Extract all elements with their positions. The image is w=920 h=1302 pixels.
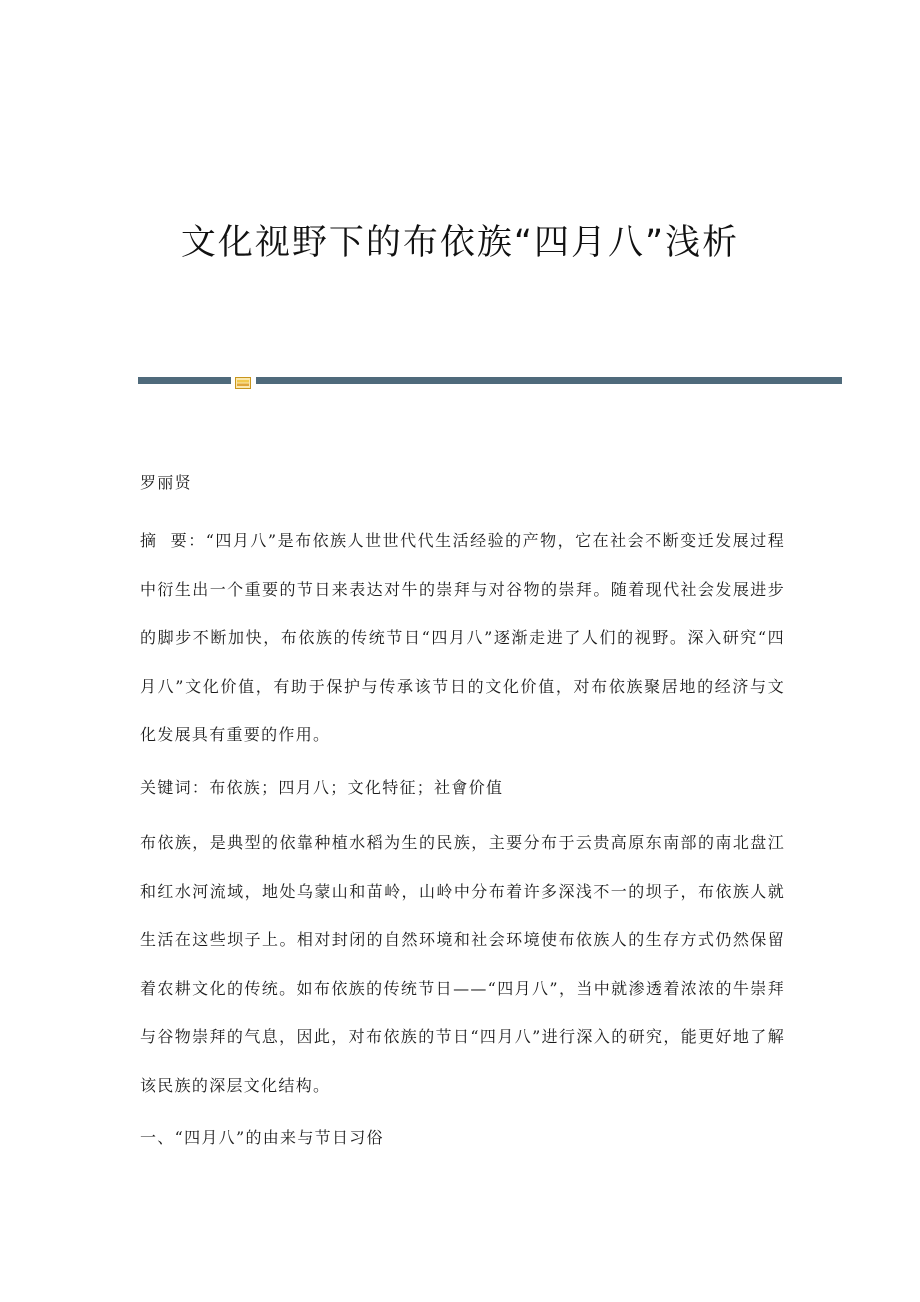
intro-paragraph: 布依族，是典型的依靠种植水稻为生的民族，主要分布于云贵高原东南部的南北盘江和红水河流域，地处乌蒙山和苗岭，山岭中分布着许多深浅不一的坝子，布依族人就生活在这些坝子上。相对封闭的自然环境和社会环境使布依族人的生存方式仍然保留着农耕文化的传统。如布依族的传统节日——“四月八”，当中就渗透着浓浓的牛崇拜与谷物崇拜的气息，因此，对布依族的节日“四月八”进行深入的研究，能更好地了解该民族的深层文化结构。	[140, 832, 785, 1095]
divider-bar-right	[256, 377, 842, 384]
abstract-paragraph	[140, 517, 785, 760]
abstract-label: 摘 要：	[140, 531, 206, 550]
author-name: 罗丽贤	[140, 473, 192, 492]
keywords-label: 关键词：	[140, 777, 210, 797]
pencil-icon	[235, 374, 251, 386]
keywords-line	[140, 773, 785, 802]
document-body	[140, 468, 785, 1175]
document-title: 文化视野下的布依族“四月八”浅析	[180, 223, 740, 263]
keywords-text: 布依族；四月八；文化特征；社會价值	[209, 777, 504, 797]
abstract-text: “四月八”是布依族人世世代代生活经验的产物，它在社会不断变迁发展过程中衍生出一个重要的节日来表达对牛的崇拜与对谷物的崇拜。随着现代社会发展进步的脚步不断加快，布依族的传统节日“四月八”逐渐走进了人们的视野。深入研究“四月八”文化价值，有助于保护与传承该节日的文化价值，对布依族聚居地的经济与文化发展具有重要的作用。	[140, 531, 785, 745]
divider-bar-left	[138, 377, 231, 384]
author-line	[140, 468, 785, 497]
title-divider	[138, 374, 842, 388]
section-heading: 一、“四月八”的由来与节日习俗	[140, 1127, 384, 1147]
